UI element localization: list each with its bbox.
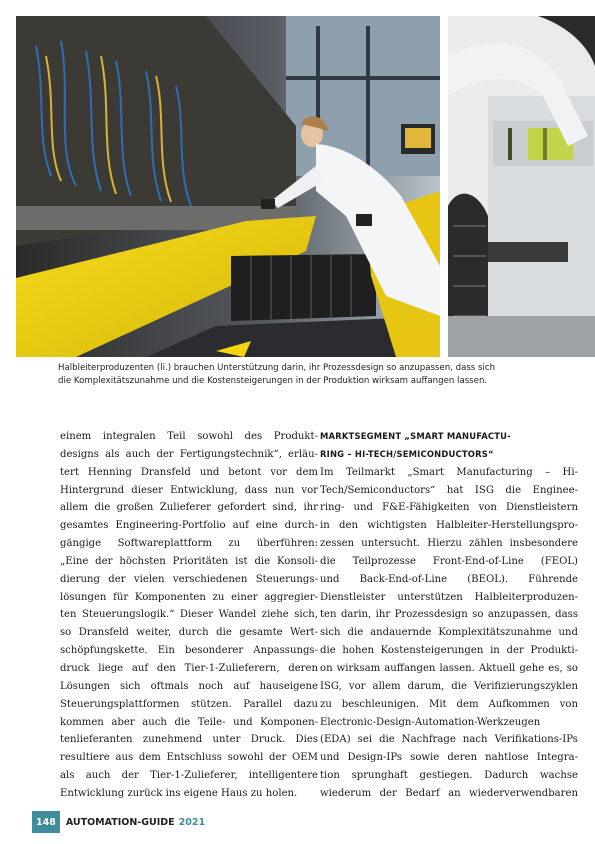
text-line: resultiere aus dem Entschluss sowohl der OEM — [60, 752, 318, 764]
text-line: und Back-End-of-Line (BEOL). Führende — [320, 573, 578, 585]
text-line: schöpfungskette. Ein besonderer Anpassungs- — [60, 645, 318, 657]
text-line: die hohen Kostensteigerungen in der Produkti- — [320, 645, 578, 657]
article-column-right — [320, 428, 578, 803]
photo-robot-arm — [448, 16, 595, 357]
text-line: lösungen für Komponenten zu einer aggregier- — [60, 591, 318, 603]
text-line: dierung der vielen verschiedenen Steuerungs- — [60, 573, 318, 585]
section-heading: RING – HI-TECH/SEMICONDUCTORS“ — [320, 448, 494, 459]
section-heading: MARKTSEGMENT „SMART MANUFACTU- — [320, 431, 511, 441]
text-line: ring- und F&E-Fähigkeiten von Dienstleistern — [320, 502, 578, 514]
page-number: 148 — [32, 811, 60, 833]
caption-line: die Komplexitätszunahme und die Kostensteigerungen in der Produktion wirksam auffangen lassen. — [58, 376, 488, 386]
text-line: Entwicklung zurück ins eigene Haus zu holen. — [60, 787, 298, 799]
text-line: ten darin, ihr Prozessdesign so anzupassen, dass — [320, 609, 578, 621]
text-line: tion sprunghaft gestiegen. Dadurch wachse — [320, 770, 578, 782]
text-line: Dienstleister unterstützen Halbleiterproduzen- — [320, 591, 578, 603]
page-footer — [32, 811, 205, 833]
text-line: Tech/Semiconductors“ hat ISG die Enginee- — [320, 484, 578, 496]
text-line: tert Henning Dransfeld und betont vor dem — [60, 466, 318, 478]
article-column-left — [60, 428, 318, 803]
text-line: zu beschleunigen. Mit dem Aufkommen von — [320, 698, 578, 710]
photo-semiconductor-illustration — [16, 16, 440, 357]
text-line: die Teilprozesse Front-End-of-Line (FEOL) — [320, 555, 578, 567]
photo-semiconductor-production — [16, 16, 440, 357]
photo-caption — [58, 362, 558, 388]
text-line: designs als auch der Fertigungstechnik“, erläu- — [60, 448, 318, 460]
text-line: sich die andauernde Komplexitätszunahme und — [320, 627, 578, 639]
text-line: und Design-IPs sowie deren nahtlose Integra- — [320, 752, 578, 764]
text-line: zessen untersucht. Hierzu zählen insbesondere — [320, 538, 578, 550]
text-line: gesamtes Engineering-Portfolio auf eine durch- — [60, 520, 318, 532]
text-line: einem integralen Teil sowohl des Produkt- — [60, 431, 318, 442]
text-line: Electronic-Design-Automation-Werkzeugen — [320, 716, 541, 728]
text-line: allem die großen Zulieferer gefordert sind, ihr — [60, 502, 318, 514]
text-line: kommen aber auch die Teile- und Komponen- — [60, 716, 318, 728]
text-line: druck liege auf den Tier-1-Zulieferern, deren — [60, 662, 318, 674]
text-line: ISG, vor allem darum, die Verifizierungszyklen — [320, 680, 578, 692]
text-line: als auch der Tier-1-Zulieferer, intelligentere — [60, 770, 318, 782]
text-line: so Dransfeld weiter, durch die gesamte Wert- — [60, 627, 318, 639]
text-line: ten Steuerungslogik.“ Dieser Wandel ziehe sich, — [60, 609, 318, 621]
publication-year: 2021 — [178, 816, 206, 828]
photo-robot-illustration — [448, 16, 595, 357]
publication-name: AUTOMATION-GUIDE — [65, 816, 175, 828]
text-line: tenlieferanten zunehmend unter Druck. Dies — [60, 734, 318, 746]
text-line: Im Teilmarkt „Smart Manufacturing – Hi- — [320, 466, 578, 478]
text-line: wiederum der Bedarf an wiederverwendbaren — [320, 787, 578, 799]
text-line: Lösungen sich oftmals noch auf hauseigene — [60, 680, 318, 692]
caption-line: Halbleiterproduzenten (li.) brauchen Unterstützung darin, ihr Prozessdesign so anzupassen, dass sich — [58, 363, 496, 373]
text-line: Steuerungsplattformen stützen. Parallel dazu — [60, 698, 318, 710]
text-line: (EDA) sei die Nachfrage nach Verifikations-IPs — [320, 734, 578, 746]
text-line: Hintergrund dieser Entwicklung, dass nun vor — [60, 484, 318, 496]
text-line: „Eine der höchsten Prioritäten ist die Konsoli- — [60, 555, 318, 567]
text-line: on wirksam auffangen lassen. Aktuell gehe es, so — [320, 662, 578, 674]
text-line: gängige Softwareplattform zu überführen: — [60, 538, 318, 550]
text-line: in den wichtigsten Halbleiter-Herstellungspro- — [320, 520, 578, 532]
